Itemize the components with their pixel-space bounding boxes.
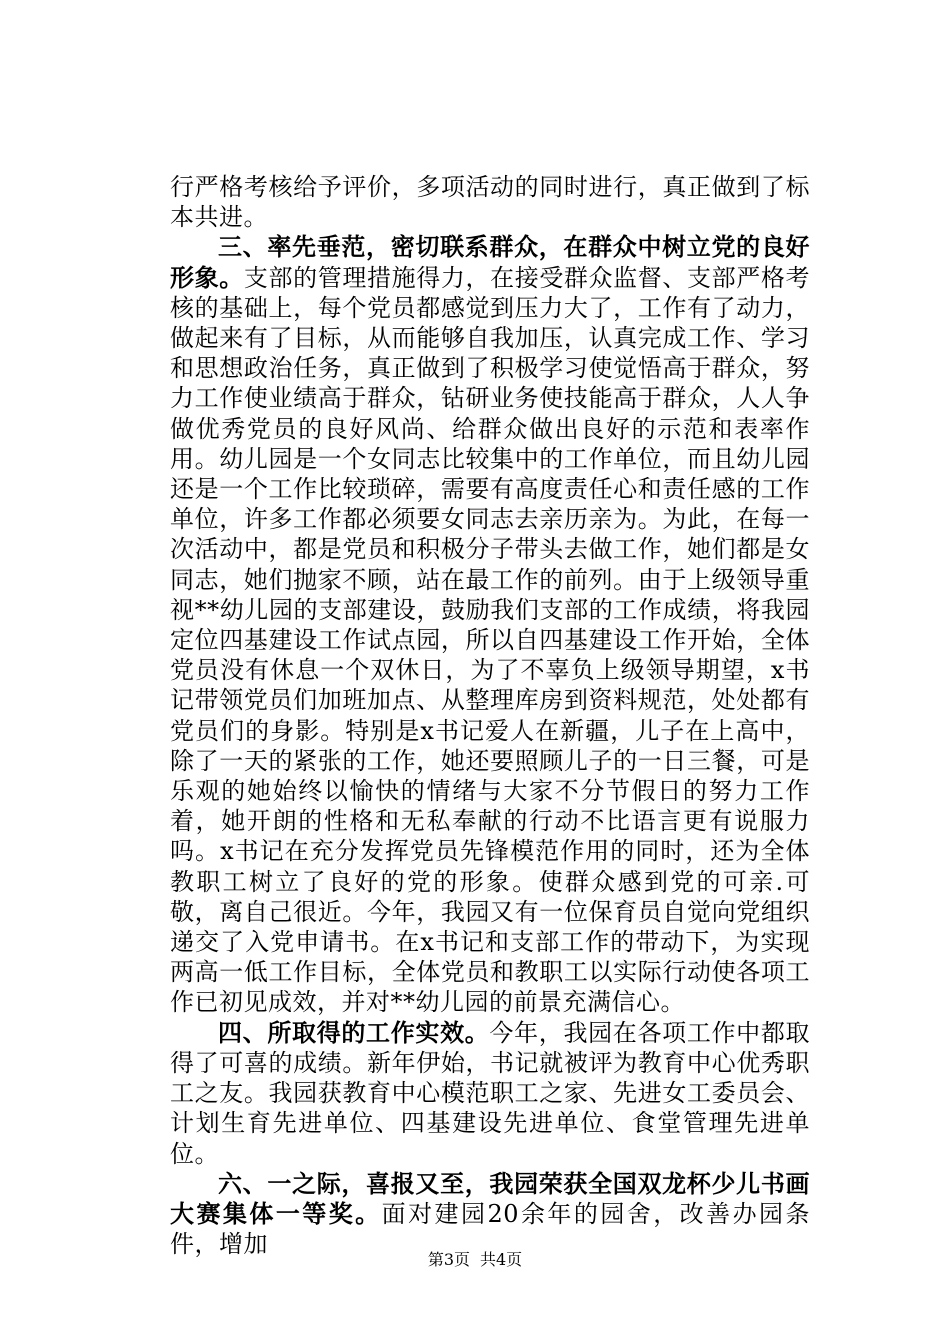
document-body <box>170 172 810 1259</box>
paragraph-section-4 <box>170 1018 810 1169</box>
page-total: 共4页 <box>480 1250 523 1269</box>
page-footer <box>0 1250 950 1270</box>
paragraph-section-6 <box>170 1169 810 1260</box>
paragraph-text: 今年，我园在各项工作中都取得了可喜的成绩。新年伊始，书记就被评为教育中心优秀职工之友。我园获教育中心模范职工之家、先进女工委员会、计划生育先进单位、四基建设先进单位、食堂管理先进单位。 <box>170 1018 811 1168</box>
paragraph-section-3 <box>170 232 810 1017</box>
paragraph-continuation <box>170 172 810 232</box>
paragraph-text: 面对建园20余年的园舍，改善办园条件，增加 <box>170 1199 810 1259</box>
paragraph-text: 支部的管理措施得力，在接受群众监督、支部严格考核的基础上，每个党员都感觉到压力大了，工作有了动力，做起来有了目标，从而能够自我加压，认真完成工作、学习和思想政治任务，真正做到了积极学习使觉悟高于群众，努力工作使业绩高于群众，钻研业务使技能高于群众，人人争做优秀党员的良好风尚、给群众做出良好的示范和表率作用。幼儿园是一个女同志比较集中的工作单位，而且幼儿园还是一个工作比较琐碎，需要有高度责任心和责任感的工作单位，许多工作都必须要女同志去亲历亲为。为此，在每一次活动中，都是党员和积极分子带头去做工作，她们都是女同志，她们抛家不顾，站在最工作的前列。由于上级领导重视**幼儿园的支部建设，鼓励我们支部的工作成绩，将我园定位四基建设工作试点园，所以自四基建设工作开始，全体党员没有休息一个双休日，为了不辜负上级领导期望，x书记带领党员们加班加点、从整理库房到资料规范，处处都有党员们的身影。特别是x书记爱人在新疆，儿子在上高中，除了一天的紧张的工作，她还要照顾儿子的一日三餐，可是乐观的她始终以愉快的情绪与大家不分节假日的努力工作着，她开朗的性格和无私奉献的行动不比语言更有说服力吗。x书记在充分发挥党员先锋模范作用的同时，还为全体教职工树立了良好的党的形象。使群众感到党的可亲.可敬，离自己很近。今年，我园又有一位保育员自觉向党组织递交了入党申请书。在x书记和支部工作的带动下，为实现两高一低工作目标，全体党员和教职工以实际行动使各项工作已初见成效，并对**幼儿园的前景充满信心。 <box>170 263 811 1017</box>
section-heading: 六、一之际，喜报又至，我园荣获全国双龙杯少儿书画大赛集体一等奖。 <box>170 1168 810 1228</box>
section-heading: 四、所取得的工作实效。 <box>218 1017 490 1047</box>
section-heading: 三、率先垂范，密切联系群众，在群众中树立党的良好形象。 <box>170 232 810 292</box>
page-number: 第3页 <box>427 1250 470 1269</box>
paragraph-text: 行严格考核给予评价，多项活动的同时进行，真正做到了标本共进。 <box>170 173 810 232</box>
